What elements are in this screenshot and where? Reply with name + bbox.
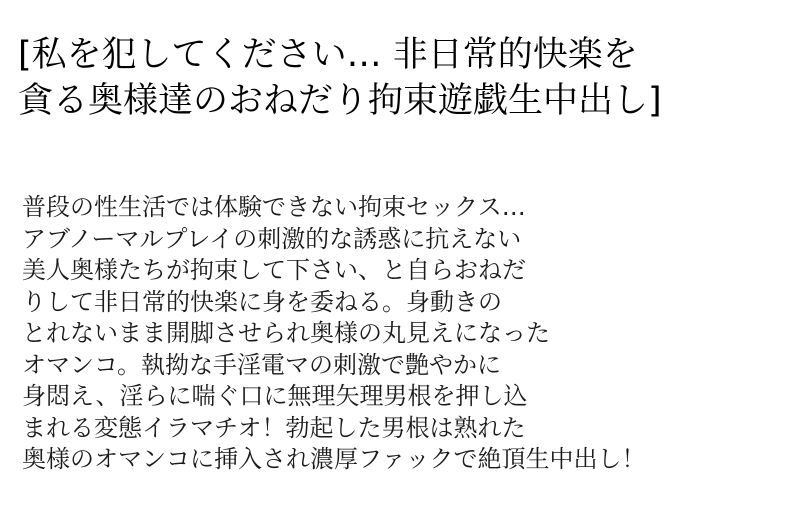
body-line-8: まれる変態イラマチオ！勃起した男根は熟れた xyxy=(22,413,526,442)
body-line-7: 身悶え、淫らに喘ぐ口に無理矢理男根を押し込 xyxy=(22,382,528,410)
body-line-4: りして非日常的快楽に身を委ねる。身動きの xyxy=(22,287,502,316)
page-title xyxy=(18,32,788,124)
body-line-2: アブノーマルプレイの刺激的な誘惑に抗えない xyxy=(22,224,522,253)
body-line-3: 美人奥様たちが拘束して下さい、と自らおねだ xyxy=(22,256,526,284)
body-line-1: 普段の性生活では体験できない拘束セックス… xyxy=(22,193,526,221)
title-line-2: 貪る奥様達のおねだり拘束遊戯生中出し] xyxy=(18,81,662,121)
body-line-9: 奥様のオマンコに挿入され濃厚ファックで絶頂生中出し！ xyxy=(22,445,646,473)
description-text xyxy=(22,192,787,476)
title-line-1: [私を犯してください… 非日常的快楽を xyxy=(18,35,638,75)
body-line-5: とれないまま開脚させられ奥様の丸見えになった xyxy=(22,319,550,347)
body-line-6: オマンコ。執拗な手淫電マの刺激で艶やかに xyxy=(22,350,502,379)
